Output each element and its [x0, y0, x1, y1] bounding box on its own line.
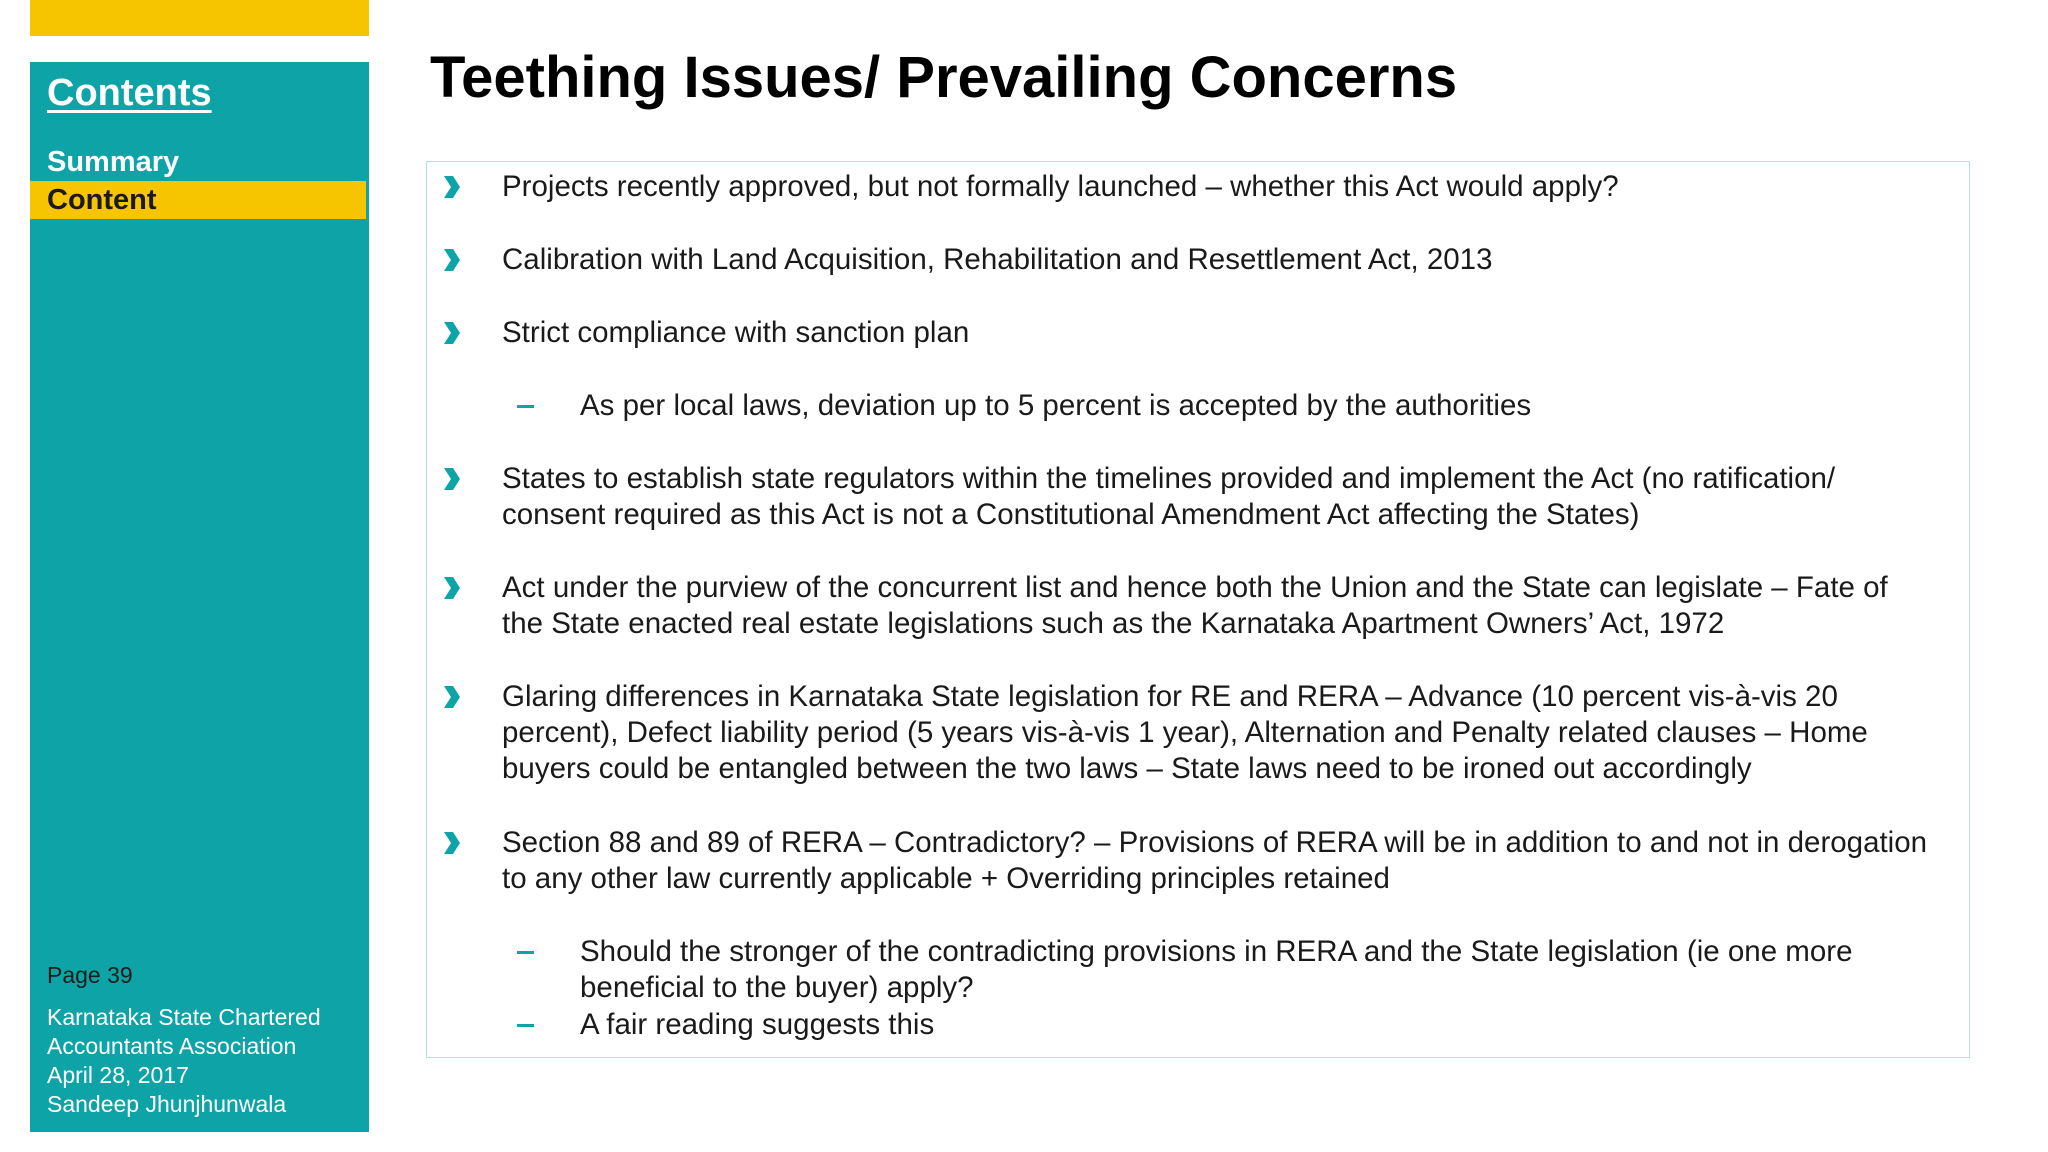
chevron-right-icon [443, 679, 461, 715]
footer-organization-line-1: Karnataka State Chartered [47, 1004, 321, 1030]
sidebar [30, 62, 369, 1132]
footer-organization-line-2: Accountants Association [47, 1033, 297, 1059]
bullet-text: Glaring differences in Karnataka State legislation for RE and RERA – Advance (10 percent vis-à-vis 20 percent), Defect liability period (5 years vis-à-vis 1 year), Alternation and Penalty related clauses – Home buyers could be entangled between the two laws – State laws need to be ironed out accordingly [502, 680, 1868, 785]
chevron-right-icon [443, 242, 461, 278]
contents-heading-link[interactable]: Contents [47, 72, 212, 114]
slide-title: Teething Issues/ Prevailing Concerns [430, 45, 1458, 110]
content-box [426, 161, 1970, 1058]
chevron-right-icon [443, 570, 461, 606]
footer-date: April 28, 2017 [47, 1062, 189, 1088]
bullet-text: States to establish state regulators within the timelines provided and implement the Act (no ratification/ consent required as this Act is not a Constitutional Amendment Act affecting the States) [502, 462, 1836, 531]
bullet-text: Strict compliance with sanction plan [502, 316, 970, 349]
dash-icon [517, 934, 534, 970]
dash-icon [517, 388, 534, 424]
footer-author: Sandeep Jhunjhunwala [47, 1091, 287, 1117]
nav-item-content[interactable]: Content [30, 181, 366, 219]
bullet-text: Projects recently approved, but not formally launched – whether this Act would apply? [502, 170, 1619, 203]
chevron-right-icon [443, 315, 461, 351]
bullet-text: Calibration with Land Acquisition, Rehabilitation and Resettlement Act, 2013 [502, 243, 1493, 276]
sub-bullet-text: A fair reading suggests this [580, 1008, 935, 1041]
chevron-right-icon [443, 825, 461, 861]
chevron-right-icon [443, 461, 461, 497]
page-number: Page 39 [47, 962, 133, 988]
sub-bullet-text: As per local laws, deviation up to 5 percent is accepted by the authorities [580, 389, 1532, 422]
footer-info [47, 1003, 321, 1119]
dash-icon [517, 1007, 534, 1043]
bullet-text: Act under the purview of the concurrent list and hence both the Union and the State can legislate – Fate of the State enacted real estate legislations such as the Karnataka Apartment Owners’ Act, 1972 [502, 571, 1888, 640]
chevron-right-icon [443, 169, 461, 205]
bullet-text: Section 88 and 89 of RERA – Contradictory? – Provisions of RERA will be in addition to and not in derogation to any other law currently applicable + Overriding principles retained [502, 826, 1928, 895]
top-accent-bar [30, 0, 369, 36]
sub-bullet-text: Should the stronger of the contradicting provisions in RERA and the State legislation (ie one more beneficial to the buyer) apply? [580, 935, 1853, 1004]
nav-item-summary[interactable]: Summary [47, 146, 180, 178]
